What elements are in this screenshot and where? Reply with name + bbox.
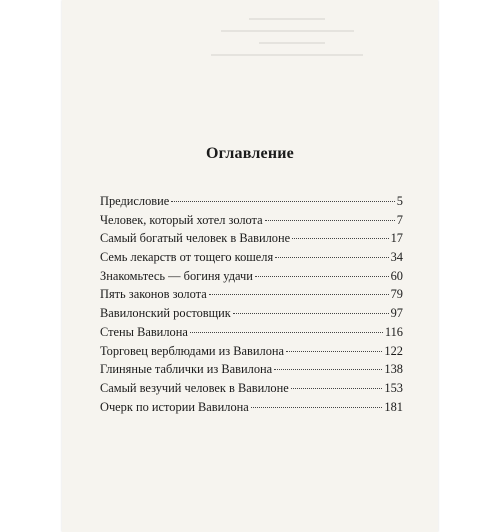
toc-entry [100, 192, 403, 211]
toc-entry-page: 97 [390, 306, 403, 321]
toc-entry-page: 34 [390, 250, 403, 265]
dot-leader [190, 332, 383, 333]
toc-entry-title: Знакомьтесь — богиня удачи [100, 268, 253, 283]
toc-entry [100, 379, 403, 398]
dot-leader [274, 369, 382, 370]
toc-entry-title: Человек, который хотел золота [100, 212, 263, 227]
toc-entry-page: 60 [390, 268, 403, 283]
toc-entry-page: 79 [390, 287, 403, 302]
toc-entry [100, 211, 403, 230]
toc-entry-title: Семь лекарств от тощего кошеля [100, 250, 274, 265]
dot-leader [171, 201, 395, 202]
toc-entry [100, 229, 403, 248]
toc-entry-title: Предисловие [100, 194, 170, 208]
dot-leader [251, 407, 383, 408]
toc-entry-title: Самый богатый человек в Вавилоне [100, 231, 291, 246]
toc-entry-page: 17 [390, 231, 403, 246]
dot-leader [265, 220, 395, 221]
page-title: Оглавление [206, 145, 294, 162]
toc-entry [100, 248, 403, 267]
dot-leader [209, 294, 389, 295]
table-of-contents [100, 192, 403, 416]
toc-entry-page: 116 [384, 324, 403, 339]
toc-entry [100, 360, 403, 379]
dot-leader [275, 257, 388, 258]
toc-entry [100, 323, 403, 342]
toc-entry-title: Торговец верблюдами из Вавилона [100, 343, 285, 358]
toc-entry-title: Очерк по истории Вавилона [100, 399, 249, 414]
dot-leader [233, 313, 389, 314]
show-through-text [192, 8, 382, 118]
toc-entry-page: 122 [384, 343, 403, 358]
toc-entry-title: Пять законов золота [100, 287, 207, 302]
toc-entry-page: 7 [396, 212, 403, 227]
toc-entry-page: 153 [384, 380, 403, 395]
dot-leader [286, 351, 382, 352]
toc-entry [100, 267, 403, 286]
toc-entry [100, 304, 403, 323]
toc-entry-page: 138 [384, 362, 403, 377]
toc-entry-page: 181 [384, 399, 403, 414]
toc-entry-title: Самый везучий человек в Вавилоне [100, 380, 289, 395]
dot-leader [291, 388, 383, 389]
book-page [62, 0, 438, 532]
toc-entry [100, 342, 403, 361]
toc-entry-title: Глиняные таблички из Вавилона [100, 362, 273, 377]
toc-entry-title: Стены Вавилона [100, 324, 188, 339]
toc-entry [100, 398, 403, 417]
dot-leader [255, 276, 389, 277]
toc-entry [100, 285, 403, 304]
toc-entry-page: 5 [396, 194, 403, 208]
toc-entry-title: Вавилонский ростовщик [100, 306, 231, 321]
dot-leader [292, 238, 389, 239]
